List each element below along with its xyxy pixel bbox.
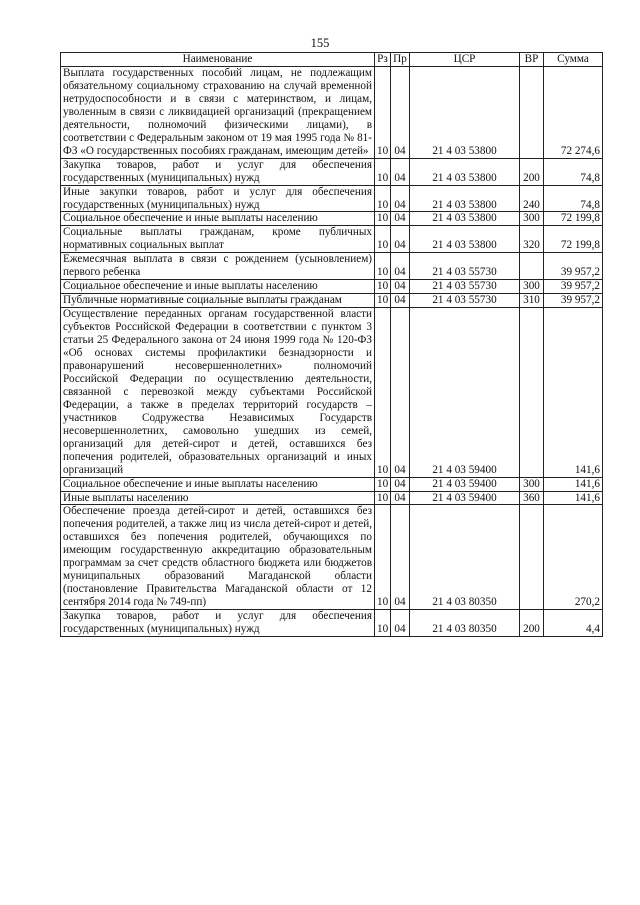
row-sum: 39 957,2: [544, 280, 603, 294]
row-name: Социальное обеспечение и иные выплаты населению: [61, 477, 375, 491]
row-name: Социальное обеспечение и иные выплаты населению: [61, 280, 375, 294]
row-sum: 39 957,2: [544, 253, 603, 280]
row-sum: 270,2: [544, 505, 603, 610]
row-rz: 10: [375, 308, 391, 477]
row-pr: 04: [391, 294, 410, 308]
row-sum: 141,6: [544, 491, 603, 505]
row-name: Закупка товаров, работ и услуг для обеспечения государственных (муниципальных) нужд: [61, 610, 375, 637]
row-csr: 21 4 03 55730: [410, 294, 520, 308]
page-number: 155: [310, 36, 330, 50]
table-row: [61, 226, 603, 253]
header-sum: Сумма: [544, 53, 603, 67]
header-name: Наименование: [61, 53, 375, 67]
table-row: [61, 477, 603, 491]
header-vr: ВР: [520, 53, 544, 67]
row-vr: 200: [520, 610, 544, 637]
row-pr: 04: [391, 185, 410, 212]
row-pr: 04: [391, 505, 410, 610]
row-vr: 300: [520, 477, 544, 491]
budget-table: [60, 52, 603, 637]
row-sum: 74,8: [544, 158, 603, 185]
row-rz: 10: [375, 505, 391, 610]
header-csr: ЦСР: [410, 53, 520, 67]
row-vr: [520, 67, 544, 159]
row-csr: 21 4 03 80350: [410, 610, 520, 637]
row-name: Обеспечение проезда детей-сирот и детей, оставшихся без попечения родителей, а также лиц из числа детей-сирот и детей, оставшихся без попечения родителей, обучающихся по имеющим государственную аккредитацию образовательным программам за счет средств областного бюджета или бюджетов муниципальных образований Магаданской области (постановление Правительства Магаданской области от 12 сентября 2014 года № 749-пп): [61, 505, 375, 610]
row-csr: 21 4 03 59400: [410, 491, 520, 505]
row-name: Социальные выплаты гражданам, кроме публичных нормативных социальных выплат: [61, 226, 375, 253]
row-name: Социальное обеспечение и иные выплаты населению: [61, 212, 375, 226]
row-csr: 21 4 03 53800: [410, 158, 520, 185]
row-vr: 300: [520, 280, 544, 294]
row-vr: 310: [520, 294, 544, 308]
row-pr: 04: [391, 212, 410, 226]
row-csr: 21 4 03 53800: [410, 67, 520, 159]
row-pr: 04: [391, 491, 410, 505]
row-rz: 10: [375, 226, 391, 253]
row-pr: 04: [391, 280, 410, 294]
row-pr: 04: [391, 158, 410, 185]
row-name: Ежемесячная выплата в связи с рождением (усыновлением) первого ребенка: [61, 253, 375, 280]
row-sum: 4,4: [544, 610, 603, 637]
row-vr: [520, 253, 544, 280]
row-sum: 39 957,2: [544, 294, 603, 308]
row-name: Закупка товаров, работ и услуг для обеспечения государственных (муниципальных) нужд: [61, 158, 375, 185]
table-row: [61, 505, 603, 610]
row-sum: 72 199,8: [544, 212, 603, 226]
table-row: [61, 610, 603, 637]
row-pr: 04: [391, 477, 410, 491]
row-csr: 21 4 03 53800: [410, 185, 520, 212]
header-rz: Рз: [375, 53, 391, 67]
row-name: Иные выплаты населению: [61, 491, 375, 505]
row-vr: 300: [520, 212, 544, 226]
table-row: [61, 308, 603, 477]
row-sum: 72 274,6: [544, 67, 603, 159]
table-row: [61, 280, 603, 294]
row-name: Осуществление переданных органам государственной власти субъектов Российской Федерации в соответствии с пунктом 3 статьи 25 Федерального закона от 24 июня 1999 года № 120-ФЗ «Об основах системы профилактики безнадзорности и правонарушений несовершеннолетних» полномочий Российской Федерации по осуществлению деятельности, связанной с перевозкой между субъектами Российской Федерации, а также в пределах территорий государств – участников Содружества Независимых Государств несовершеннолетних, самовольно ушедших из семей, организаций для детей-сирот и детей, оставшихся без попечения родителей, образовательных организаций и иных организаций: [61, 308, 375, 477]
row-csr: 21 4 03 53800: [410, 226, 520, 253]
row-rz: 10: [375, 294, 391, 308]
row-pr: 04: [391, 67, 410, 159]
row-pr: 04: [391, 308, 410, 477]
row-rz: 10: [375, 67, 391, 159]
row-pr: 04: [391, 253, 410, 280]
table-row: [61, 185, 603, 212]
row-vr: 240: [520, 185, 544, 212]
row-vr: 360: [520, 491, 544, 505]
row-rz: 10: [375, 185, 391, 212]
table-header-row: [61, 53, 603, 67]
table-row: [61, 294, 603, 308]
row-rz: 10: [375, 158, 391, 185]
header-pr: Пр: [391, 53, 410, 67]
row-csr: 21 4 03 55730: [410, 280, 520, 294]
row-pr: 04: [391, 610, 410, 637]
row-vr: [520, 505, 544, 610]
row-vr: 200: [520, 158, 544, 185]
row-sum: 72 199,8: [544, 226, 603, 253]
row-csr: 21 4 03 59400: [410, 308, 520, 477]
row-csr: 21 4 03 55730: [410, 253, 520, 280]
table-row: [61, 158, 603, 185]
row-vr: 320: [520, 226, 544, 253]
table-row: [61, 212, 603, 226]
row-pr: 04: [391, 226, 410, 253]
row-sum: 141,6: [544, 308, 603, 477]
row-rz: 10: [375, 280, 391, 294]
table-row: [61, 253, 603, 280]
row-csr: 21 4 03 53800: [410, 212, 520, 226]
row-csr: 21 4 03 80350: [410, 505, 520, 610]
row-name: Иные закупки товаров, работ и услуг для обеспечения государственных (муниципальных) нужд: [61, 185, 375, 212]
row-vr: [520, 308, 544, 477]
row-rz: 10: [375, 253, 391, 280]
row-rz: 10: [375, 491, 391, 505]
row-sum: 74,8: [544, 185, 603, 212]
row-rz: 10: [375, 610, 391, 637]
row-csr: 21 4 03 59400: [410, 477, 520, 491]
row-sum: 141,6: [544, 477, 603, 491]
row-name: Выплата государственных пособий лицам, не подлежащим обязательному социальному страхованию на случай временной нетрудоспособности и в связи с материнством, и лицам, уволенным в связи с ликвидацией организаций (прекращением деятельности, полномочий физическими лицами), в соответствии с Федеральным законом от 19 мая 1995 года № 81-ФЗ «О государственных пособиях гражданам, имеющим детей»: [61, 67, 375, 159]
row-rz: 10: [375, 477, 391, 491]
table-row: [61, 491, 603, 505]
row-name: Публичные нормативные социальные выплаты гражданам: [61, 294, 375, 308]
table-row: [61, 67, 603, 159]
row-rz: 10: [375, 212, 391, 226]
